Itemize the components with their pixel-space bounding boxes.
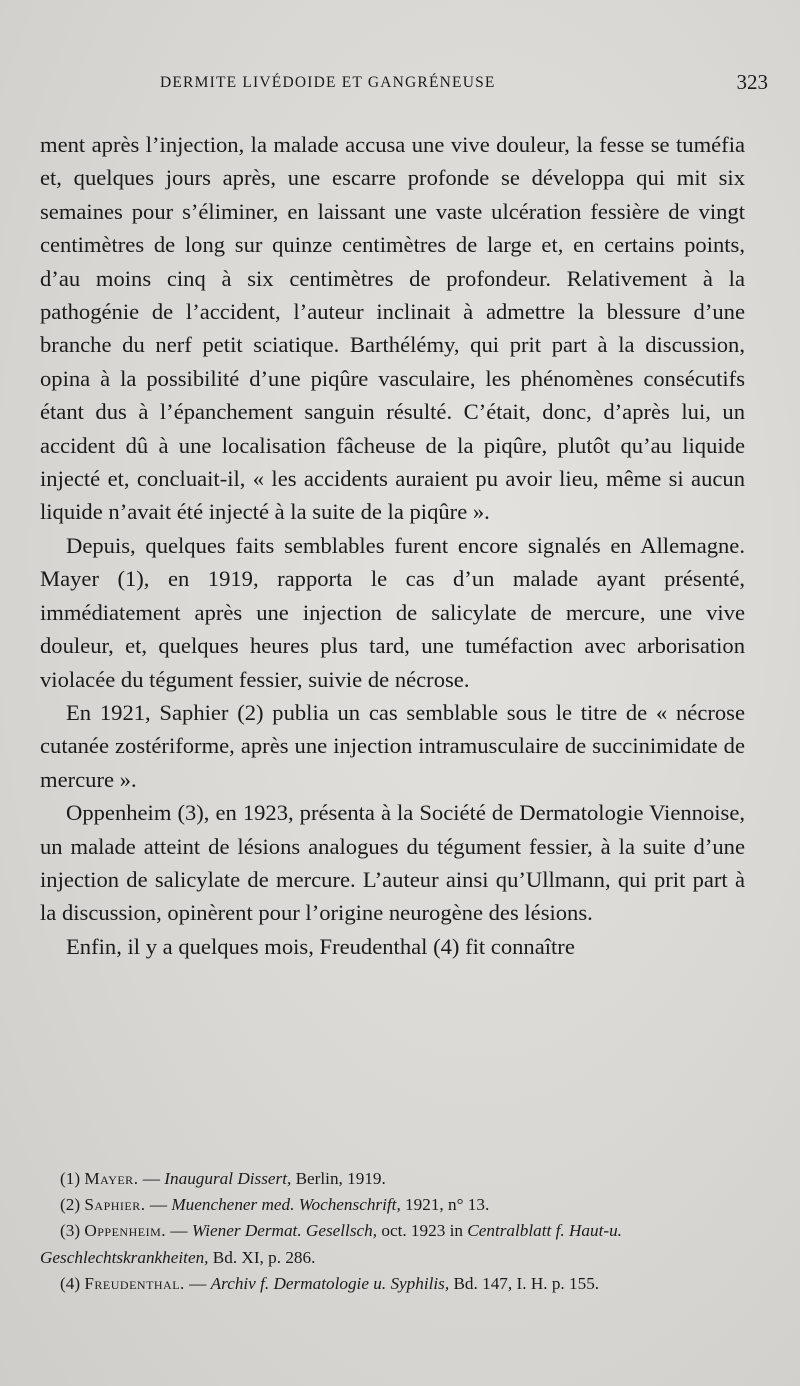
footnote-rest: Bd. 147, I. H. p. 155.: [449, 1273, 600, 1293]
footnote-rest: Berlin, 1919.: [291, 1169, 386, 1188]
running-head: [40, 70, 770, 100]
footnote: [40, 1166, 748, 1192]
footnote-author: Mayer.: [84, 1169, 139, 1188]
footnotes: [40, 1166, 748, 1297]
footnote-number: (1): [60, 1169, 81, 1188]
running-title: DERMITE LIVÉDOIDE ET GANGRÉNEUSE: [160, 74, 496, 91]
footnote-rest: 1921, n° 13.: [400, 1195, 490, 1215]
footnote-separator: —: [184, 1273, 211, 1293]
footnote-title-secondary: Centralblatt f. Haut-u. Geschlechtskrankheiten,: [40, 1221, 622, 1267]
footnote-author: Saphier.: [84, 1195, 146, 1215]
footnote-title: Inaugural Dissert,: [164, 1169, 292, 1188]
footnote-title: Muenchener med. Wochenschrift,: [171, 1195, 401, 1215]
footnote-title: Archiv f. Dermatologie u. Syphilis,: [210, 1273, 450, 1293]
footnote-separator: —: [138, 1169, 165, 1188]
paragraph: ment après l’injection, la malade accusa une vive douleur, la fesse se tuméfia et, quelques jours après, une escarre profonde se développa qui mit six semaines pour s’éliminer, en laissant une vaste ulcération fessière de vingt centimètres de long sur quinze centimètres de large et, en certains points, d’au moins cinq à six centimètres de profondeur. Relativement à la pathogénie de l’accident, l’auteur inclinait à admettre la blessure d’une branche du nerf petit sciatique. Barthélémy, qui prit part à la discussion, opina à la possibilité d’une piqûre vasculaire, les phénomènes consécutifs étant dus à l’épanchement sanguin résulté. C’était, donc, d’après lui, un accident dû à une localisation fâcheuse de la piqûre, plutôt qu’au liquide injecté et, concluait-il, « les accidents auraient pu avoir lieu, même si aucun liquide n’avait été injecté à la suite de la piqûre ».: [40, 132, 745, 525]
paragraph: En 1921, Saphier (2) publia un cas semblable sous le titre de « nécrose cutanée zostériforme, après une injection intramusculaire de succinimidate de mercure ».: [40, 699, 745, 792]
footnote-title: Wiener Dermat. Gesellsch,: [191, 1221, 378, 1241]
footnote-number: (3): [60, 1221, 81, 1241]
body-text: [40, 128, 745, 963]
paragraph: Enfin, il y a quelques mois, Freudenthal (4) fit connaître: [66, 933, 575, 959]
footnote: [40, 1192, 748, 1218]
page-number: 323: [736, 70, 768, 94]
footnote-author: Oppenheim.: [84, 1221, 167, 1241]
footnote-rest: oct. 1923 in: [377, 1221, 468, 1241]
paragraph: Oppenheim (3), en 1923, présenta à la Société de Dermatologie Viennoise, un malade atteint de lésions analogues du tégument fessier, à la suite d’une injection de salicylate de mercure. L’auteur ainsi qu’Ullmann, qui prit part à la discussion, opinèrent pour l’origine neurogène des lésions.: [40, 800, 745, 926]
footnote-number: (2): [60, 1195, 81, 1215]
footnote: [40, 1218, 748, 1270]
footnote-separator: —: [145, 1195, 172, 1215]
footnote: [40, 1271, 748, 1297]
footnote-rest-secondary: Bd. XI, p. 286.: [208, 1247, 316, 1267]
footnote-number: (4): [60, 1273, 81, 1293]
footnote-author: Freudenthal.: [84, 1273, 185, 1293]
paragraph: Depuis, quelques faits semblables furent encore signalés en Allemagne. Mayer (1), en 1919, rapporta le cas d’un malade ayant présenté, immédiatement après une injection de salicylate de mercure, une vive douleur, et, quelques heures plus tard, une tuméfaction avec arborisation violacée du tégument fessier, suivie de nécrose.: [40, 532, 745, 692]
footnote-separator: —: [166, 1221, 192, 1241]
